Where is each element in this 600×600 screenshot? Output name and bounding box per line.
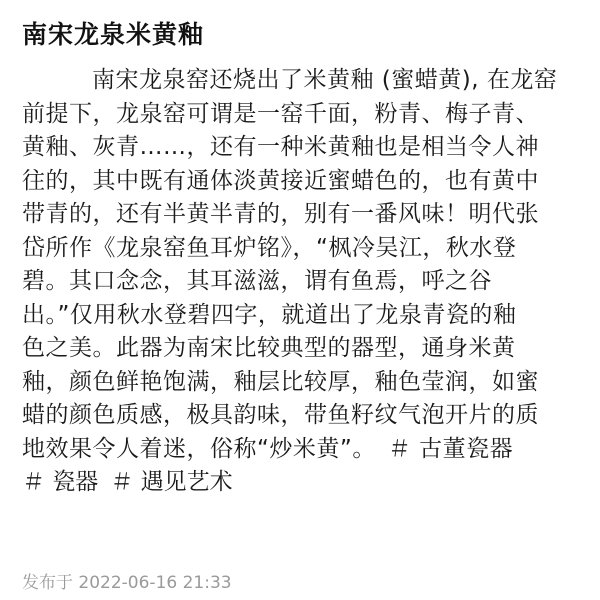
post-body-line: 前提下，龙泉窑可谓是一窑千面，粉青、梅子青、 (22, 100, 539, 127)
post-body-line-text: 地效果令人着迷，俗称“炒米黄”。 (22, 435, 376, 462)
post-body-line: 出。”仅用秋水登碧四字，就道出了龙泉青瓷的釉 (22, 301, 517, 328)
post-body-last-line (22, 433, 580, 467)
post-body-line: 色之美。此器为南宋比较典型的器型，通身米黄 (22, 335, 516, 361)
tags-row (22, 466, 580, 500)
post-title: 南宋龙泉米黄釉 (22, 20, 205, 49)
post-body-line: 黄釉、灰青……，还有一种米黄釉也是相当令人神 (22, 134, 539, 160)
post-body (22, 64, 580, 500)
post-body-line: 碧。其口念念，其耳滋滋，谓有鱼焉，呼之谷 (22, 268, 492, 294)
post-body-line: 釉，颜色鲜艳饱满，釉层比较厚，釉色莹润，如蜜 (22, 368, 539, 395)
post-body-line: 蜡的颜色质感，极具韵味，带鱼籽纹气泡开片的质 (22, 402, 539, 428)
tag-link-meet-art[interactable]: ＃ 遇见艺术 (110, 469, 233, 495)
post-body-line: 带青的，还有半黄半青的，别有一番风味！明代张 (22, 201, 539, 227)
publish-timestamp: 发布于 2022-06-16 21:33 (22, 573, 232, 593)
post-body-line: 往的，其中既有通体淡黄接近蜜蜡色的，也有黄中 (22, 167, 539, 194)
post-body-line: 南宋龙泉窑还烧出了米黄釉 (蜜蜡黄), 在龙窑 (92, 67, 558, 93)
post-body-line: 岱所作《龙泉窑鱼耳炉铭》，“枫冷吴江，秋水登 (22, 234, 517, 261)
tag-link-porcelain[interactable]: ＃ 瓷器 (22, 469, 99, 495)
tag-link-antique-porcelain[interactable]: ＃ 古董瓷器 (387, 435, 514, 462)
